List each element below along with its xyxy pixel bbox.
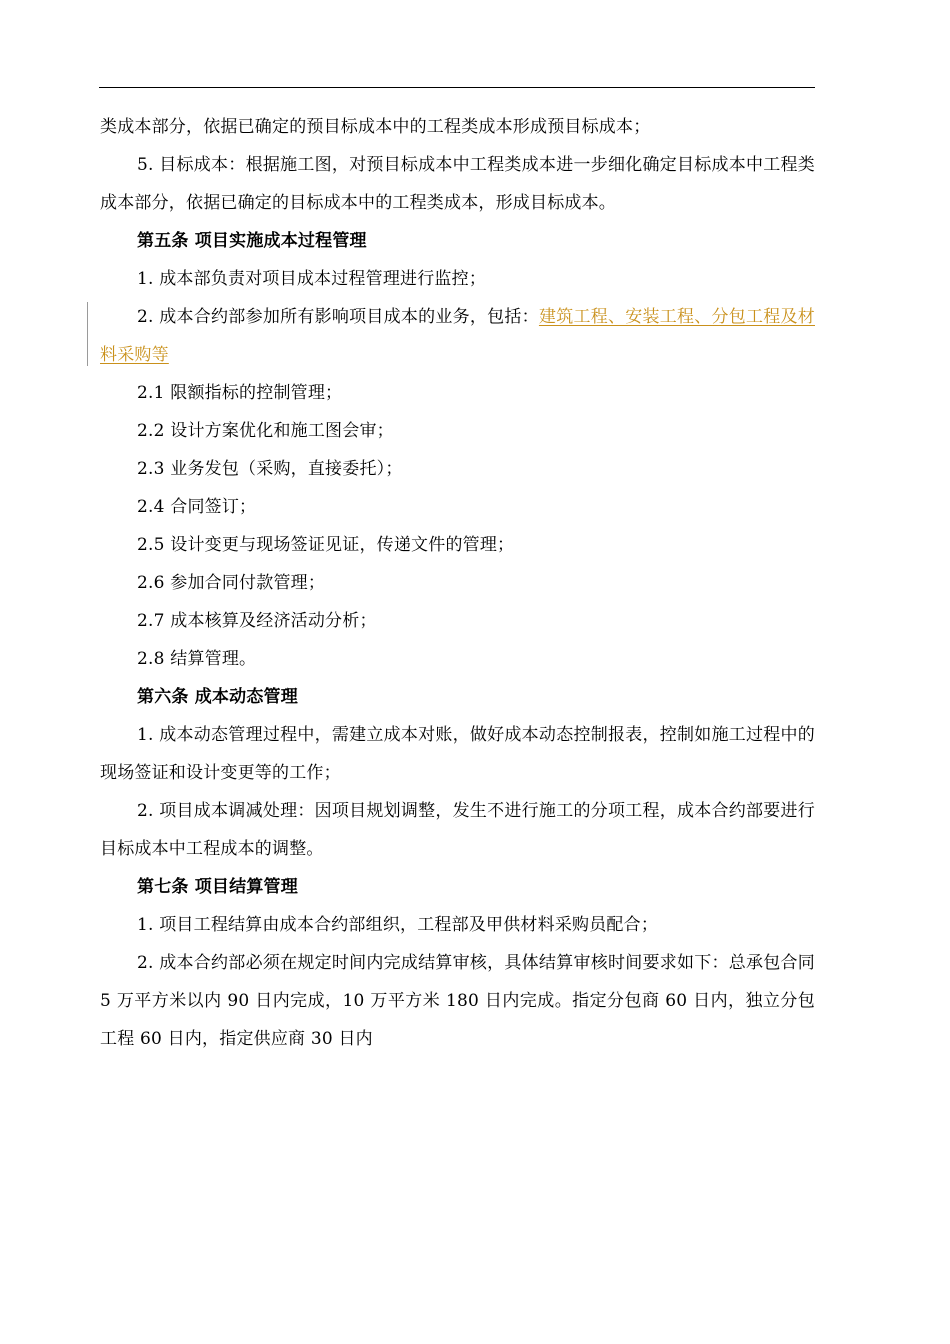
article-6-heading: 第六条 成本动态管理 (137, 687, 298, 707)
article-5-item-2-5: 2.5 设计变更与现场签证见证，传递文件的管理； (137, 535, 515, 555)
scope-link[interactable]: 建筑工程、安装工程、分包工程及材料采购等 (100, 307, 815, 365)
article-5-item-2-7: 2.7 成本核算及经济活动分析； (137, 611, 377, 631)
article-5-item-2 (100, 298, 815, 374)
article-5-item-2-8: 2.8 结算管理。 (137, 649, 257, 669)
article-5-item-1: 1. 成本部负责对项目成本过程管理进行监控； (137, 269, 487, 289)
article-6-item-1: 1. 成本动态管理过程中，需建立成本对账，做好成本动态控制报表，控制如施工过程中的现场签证和设计变更等的工作； (100, 725, 815, 783)
article-6-item-2: 2. 项目成本调减处理：因项目规划调整，发生不进行施工的分项工程，成本合约部要进行目标成本中工程成本的调整。 (100, 801, 815, 859)
header-rule (99, 87, 815, 88)
article-5-heading: 第五条 项目实施成本过程管理 (137, 231, 367, 251)
article-7-item-1: 1. 项目工程结算由成本合约部组织，工程部及甲供材料采购员配合； (137, 915, 659, 935)
paragraph-continuation: 类成本部分，依据已确定的预目标成本中的工程类成本形成预目标成本； (100, 117, 651, 137)
article-5-item-2-1: 2.1 限额指标的控制管理； (137, 383, 343, 403)
document-body (100, 108, 815, 1058)
article-5-item-2-4: 2.4 合同签订； (137, 497, 257, 517)
article-5-item-2-6: 2.6 参加合同付款管理； (137, 573, 326, 593)
article-5-item-2-2: 2.2 设计方案优化和施工图会审； (137, 421, 394, 441)
margin-change-bar (87, 302, 88, 366)
paragraph-target-cost: 5. 目标成本：根据施工图，对预目标成本中工程类成本进一步细化确定目标成本中工程类成本部分，依据已确定的目标成本中的工程类成本，形成目标成本。 (100, 155, 815, 213)
article-5-item-2-text: 2. 成本合约部参加所有影响项目成本的业务，包括： (137, 307, 539, 327)
article-7-heading: 第七条 项目结算管理 (137, 877, 298, 897)
article-7-item-2: 2. 成本合约部必须在规定时间内完成结算审核，具体结算审核时间要求如下：总承包合同 5 万平方米以内 90 日内完成，10 万平方米 180 日内完成。指定分包商 60 日内，独立分包工程 60 日内，指定供应商 30 日内 (100, 953, 815, 1049)
article-5-item-2-3: 2.3 业务发包（采购，直接委托）； (137, 459, 403, 479)
